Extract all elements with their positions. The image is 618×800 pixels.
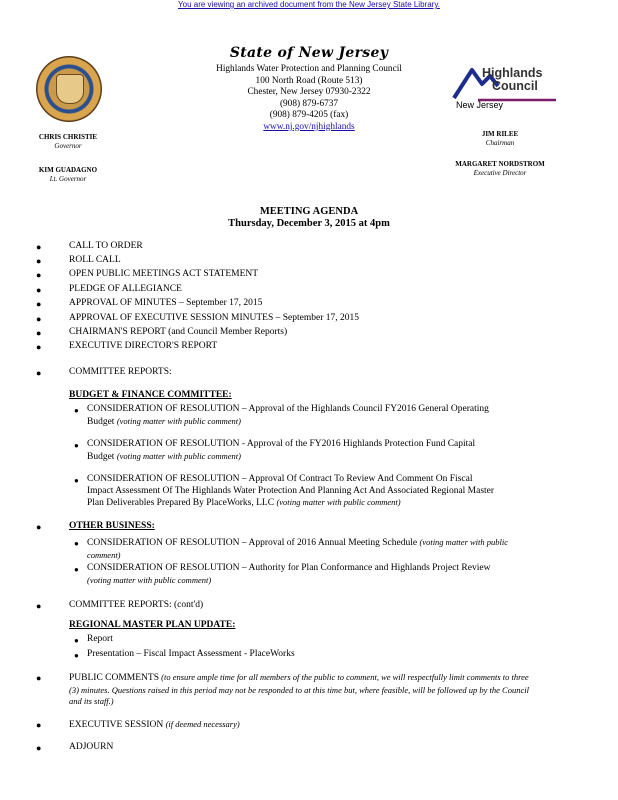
bullet-icon: ● xyxy=(74,441,79,450)
bullet-icon: ● xyxy=(74,565,79,574)
other-item-line: CONSIDERATION OF RESOLUTION – Authority for Plan Conformance and Highlands Project Review xyxy=(87,563,491,573)
budget-item-line: CONSIDERATION OF RESOLUTION – Approval of the Highlands Council FY2016 General Operating xyxy=(87,404,489,414)
agenda-item: CHAIRMAN'S REPORT (and Council Member Reports) xyxy=(69,327,288,337)
state-title: State of New Jersey xyxy=(229,45,389,61)
agenda-header xyxy=(0,206,618,230)
public-comments-note: (to ensure ample time for all members of the public to comment, we will respectfully limit comments to three xyxy=(159,672,529,682)
bullet-icon: ● xyxy=(36,368,42,378)
governor-title: Governor xyxy=(54,142,82,150)
agenda-item: APPROVAL OF MINUTES – September 17, 2015 xyxy=(69,298,263,308)
budget-heading: BUDGET & FINANCE COMMITTEE: xyxy=(69,390,232,400)
budget-item xyxy=(87,404,577,428)
address-line-2: Chester, New Jersey 07930-2322 xyxy=(247,87,371,97)
executive-session xyxy=(69,719,589,732)
bullet-icon: ● xyxy=(74,476,79,485)
agenda-item: OPEN PUBLIC MEETINGS ACT STATEMENT xyxy=(69,269,259,279)
bullet-icon: ● xyxy=(36,601,42,611)
governor-block xyxy=(13,133,123,151)
budget-item xyxy=(87,474,577,510)
budget-item-line: CONSIDERATION OF RESOLUTION - Approval of the FY2016 Highlands Protection Fund Capital xyxy=(87,439,476,449)
public-comments-note: (3) minutes. Questions raised in this period may not be responded to at this time but, where feasible, will be followed up by the Council xyxy=(69,684,529,695)
fax-number: (908) 879-4205 (fax) xyxy=(269,110,349,120)
logo-word-council: Council xyxy=(492,79,538,93)
public-comments-label: PUBLIC COMMENTS xyxy=(69,673,159,683)
agenda-item: PLEDGE OF ALLEGIANCE xyxy=(69,284,182,294)
lt-governor-title: Lt. Governor xyxy=(49,175,87,183)
chairman-title: Chairman xyxy=(485,139,515,147)
voting-note: (voting matter with public comment) xyxy=(276,497,401,507)
bullet-icon: ● xyxy=(36,314,42,324)
chairman-block xyxy=(445,130,555,148)
director-block xyxy=(445,160,555,178)
chairman-name: JIM RILEE xyxy=(481,130,519,138)
bullet-icon: ● xyxy=(36,256,42,266)
bullet-icon: ● xyxy=(36,720,42,730)
budget-item-line: Budget xyxy=(87,451,117,462)
website-link[interactable]: www.nj.gov/njhighlands xyxy=(263,121,355,132)
other-business-heading: OTHER BUSINESS: xyxy=(69,521,155,531)
bullet-icon: ● xyxy=(36,743,42,753)
logo-word-highlands: Highlands xyxy=(482,66,543,80)
budget-item-line: CONSIDERATION OF RESOLUTION – Approval Of Contract To Review And Comment On Fiscal xyxy=(87,474,473,484)
archive-banner-link[interactable]: You are viewing an archived document from the New Jersey State Library. xyxy=(178,0,440,9)
governor-name: CHRIS CHRISTIE xyxy=(38,133,98,141)
agenda-item: APPROVAL OF EXECUTIVE SESSION MINUTES – September 17, 2015 xyxy=(69,313,360,323)
rmp-item: Report xyxy=(87,634,113,644)
executive-session-label: EXECUTIVE SESSION xyxy=(69,720,166,730)
lt-governor-block xyxy=(13,166,123,184)
budget-item xyxy=(87,439,577,463)
voting-note: (voting matter with public comment) xyxy=(116,415,241,426)
bullet-icon: ● xyxy=(36,299,42,309)
address-line-1: 100 North Road (Route 513) xyxy=(255,75,363,86)
agenda-item: EXECUTIVE DIRECTOR'S REPORT xyxy=(69,341,218,351)
executive-session-note: (if deemed necessary) xyxy=(165,719,240,729)
public-comments xyxy=(69,672,569,708)
voting-note: (voting matter with public xyxy=(419,537,509,547)
highlands-council-logo xyxy=(452,64,562,110)
bullet-icon: ● xyxy=(36,242,42,252)
public-comments-note: and its staff.) xyxy=(69,696,114,706)
bullet-icon: ● xyxy=(74,539,79,548)
director-name: MARGARET NORDSTROM xyxy=(455,160,545,168)
bullet-icon: ● xyxy=(36,673,42,683)
agenda-item: ROLL CALL xyxy=(69,255,121,265)
phone-number: (908) 879-6737 xyxy=(279,98,339,109)
agenda-item: CALL TO ORDER xyxy=(69,241,143,251)
lt-governor-name: KIM GUADAGNO xyxy=(38,166,98,174)
other-item xyxy=(87,563,577,586)
director-title: Executive Director xyxy=(473,169,527,177)
voting-note: (voting matter with public comment) xyxy=(87,574,212,585)
budget-item-line: Impact Assessment Of The Highlands Water Protection And Planning Act And Associated Regional Master xyxy=(87,485,495,496)
logo-state: New Jersey xyxy=(456,100,504,110)
bullet-icon: ● xyxy=(74,406,79,415)
voting-note: (voting matter with public comment) xyxy=(116,450,241,461)
other-item xyxy=(87,537,577,561)
rmp-heading: REGIONAL MASTER PLAN UPDATE: xyxy=(69,620,236,630)
bullet-icon: ● xyxy=(36,328,42,338)
bullet-icon: ● xyxy=(36,270,42,280)
budget-item-line: Budget xyxy=(87,416,117,427)
bullet-icon: ● xyxy=(74,636,79,645)
bullet-icon: ● xyxy=(36,342,42,352)
rmp-item: Presentation – Fiscal Impact Assessment - PlaceWorks xyxy=(87,649,295,659)
voting-note: comment) xyxy=(87,549,121,560)
bullet-icon: ● xyxy=(74,651,79,660)
bullet-icon: ● xyxy=(36,285,42,295)
agenda-date: Thursday, December 3, 2015 at 4pm xyxy=(228,218,390,229)
bullet-icon: ● xyxy=(36,522,42,532)
council-name: Highlands Water Protection and Planning Council xyxy=(216,64,402,74)
other-item-line: CONSIDERATION OF RESOLUTION – Approval of 2016 Annual Meeting Schedule xyxy=(87,538,420,548)
budget-item-line: Plan Deliverables Prepared By PlaceWorks, LLC xyxy=(87,498,277,508)
committee-reports: COMMITTEE REPORTS: xyxy=(69,367,172,377)
adjourn: ADJOURN xyxy=(69,742,114,752)
agenda-title: MEETING AGENDA xyxy=(259,206,359,217)
committee-reports-cont: COMMITTEE REPORTS: (cont'd) xyxy=(69,600,204,610)
